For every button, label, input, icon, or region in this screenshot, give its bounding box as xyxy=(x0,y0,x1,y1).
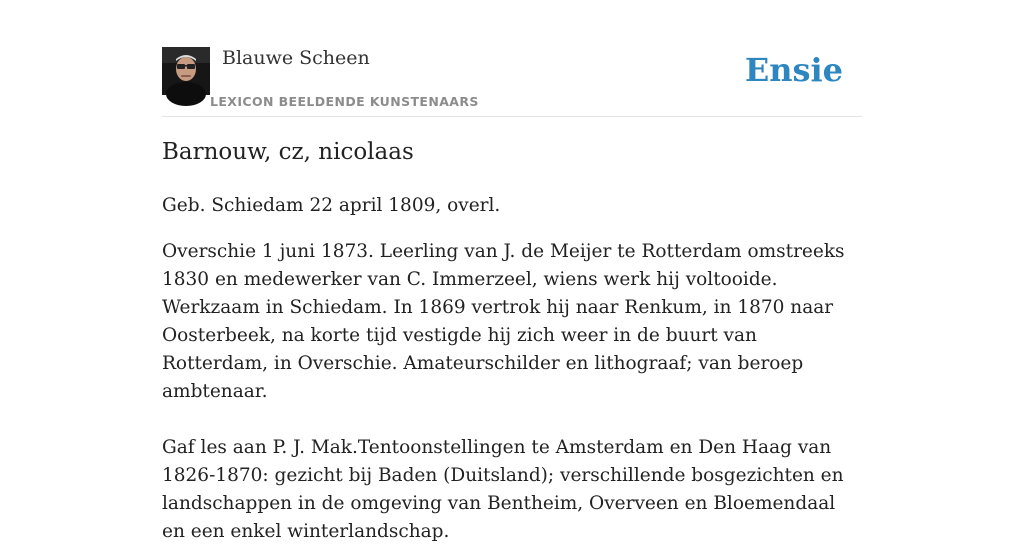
article-title: Barnouw, cz, nicolaas xyxy=(162,139,414,165)
avatar[interactable] xyxy=(162,47,210,95)
paragraph-biography: Overschie 1 juni 1873. Leerling van J. de Meijer te Rotterdam omstreeks 1830 en medewerker van C. Immerzeel, wiens werk hij voltooide. Werkzaam in Schiedam. In 1869 vertrok hij naar Renkum, in 1870 naar Oosterbeek, na korte tijd vestigde hij zich weer in de buurt van Rotterdam, in Overschie. Amateurschilder en lithograaf; van beroep ambtenaar. xyxy=(162,241,845,402)
collection-label[interactable]: LEXICON BEELDENDE KUNSTENAARS xyxy=(210,94,479,109)
paragraph-birth: Geb. Schiedam 22 april 1809, overl. xyxy=(162,195,501,216)
ensie-logo[interactable]: Ensie xyxy=(744,51,843,89)
author-name[interactable]: Blauwe Scheen xyxy=(222,47,370,69)
paragraph-exhibitions: Gaf les aan P. J. Mak.Tentoonstellingen te Amsterdam en Den Haag van 1826-1870: gezicht bij Baden (Duitsland); verschillende bosgezichten en landschappen in de omgeving van Bentheim, Overveen en Bloemendaal en een enkel winterlandschap. xyxy=(162,437,844,542)
person-avatar-icon xyxy=(162,47,210,95)
article-content xyxy=(162,192,862,546)
header xyxy=(162,46,862,117)
